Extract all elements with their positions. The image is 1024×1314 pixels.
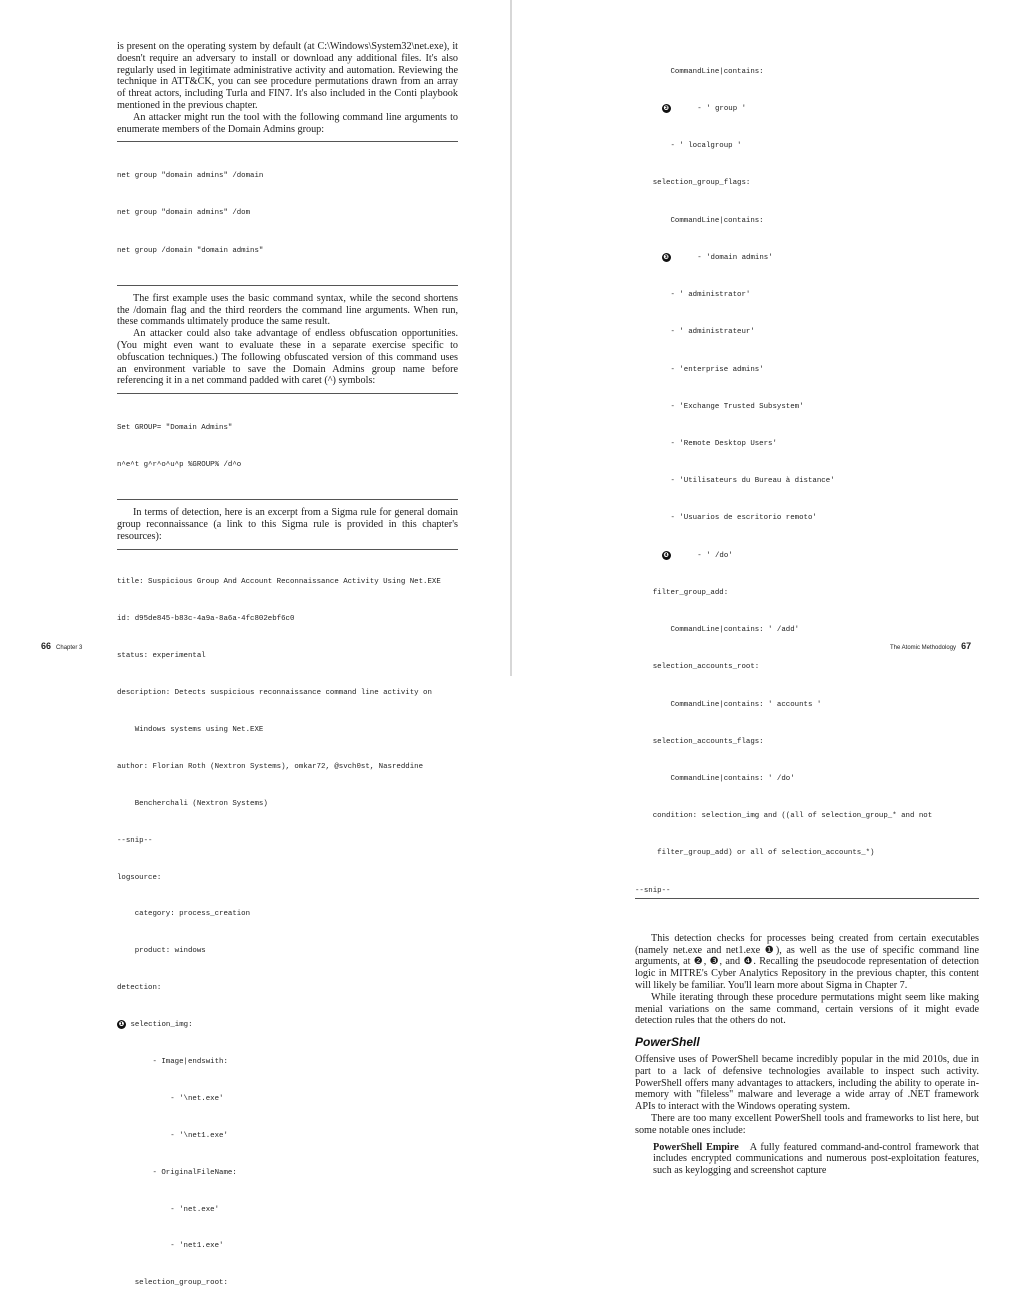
left-page [0,0,511,1288]
code-text: - 'domain admins' [670,253,773,262]
code-line: Windows systems using Net.EXE [117,726,264,735]
code-line: - '\net1.exe' [117,1131,228,1140]
paragraph: Offensive uses of PowerShell became incredibly popular in the mid 2010s, due in part to a lack of defensive technologies available to inspect such activity. PowerShell offers many advantages to attackers, including the ability to operate in-memory with "fileless" malware and leverage a wide array of .NET framework APIs to interact with the Windows operating system. [635,1054,979,1113]
code-line: --snip-- [117,836,153,845]
code-line: - 'Remote Desktop Users' [635,440,777,448]
code-line: Set GROUP= "Domain Admins" [117,424,233,433]
code-line: id: d95de845-b83c-4a9a-8a6a-4fc802ebf6c0 [117,615,295,624]
code-line: logsource: [117,873,162,882]
code-line [635,550,979,562]
code-line: description: Detects suspicious reconnaissance command line activity on [117,689,432,698]
callout-1-icon: ❶ [118,1020,125,1029]
right-column [635,41,979,1177]
paragraph: The first example uses the basic command syntax, while the second shortens the /domain flag and the third reorders the command line arguments. When run, these commands ultimately produce the same result. [117,292,458,328]
sigma-rule-code [117,549,458,1314]
paragraph: There are too many excellent PowerShell tools and frameworks to list here, but some notable ones include: [635,1113,979,1136]
callout-2-icon: ❷ [663,104,669,113]
paragraph: An attacker could also take advantage of endless obfuscation opportunities. (You might even want to evaluate these in a separate exercise specific to obfuscation techniques.) The following obfuscated version of this command uses an environment variable to save the Domain Admins group name before referencing it in a net command padded with caret (^) symbols: [117,328,458,387]
code-line: - 'net.exe' [117,1205,220,1214]
code-line: - 'net1.exe' [117,1242,224,1251]
code-line: - '\net.exe' [117,1094,224,1103]
code-block [117,141,458,285]
chapter-label: Chapter 3 [56,645,83,651]
running-head: The Atomic Methodology [890,645,957,651]
code-line: net group "domain admins" /domain [117,172,264,181]
code-line: - ' localgroup ' [635,142,742,151]
paragraph: This detection checks for processes being created from certain executables (namely net.exe and net1.exe ❶), as well as the use of specific command line arguments, at ❷, ❸, and ❹. Recalling the pseudocode representation of detection logic in MITRE's Cyber Analytics Repository in the previous chapter, this content will likely be familiar. You'll learn more about Sigma in Chapter 7. [635,932,979,992]
code-block [117,393,458,500]
code-line: CommandLine|contains: ' /do' [635,774,795,783]
left-column [117,41,458,1314]
code-text: - ' group ' [670,105,747,114]
code-line: n^e^t g^r^o^u^p %GROUP% /d^o [117,461,242,470]
paragraph: In terms of detection, here is an excerpt from a Sigma rule for general domain group reconnaissance (a link to this Sigma rule is provided in this chapter's resources): [117,507,458,543]
paragraph: is present on the operating system by default (at C:\Windows\System32\net.exe), it doesn't require an adversary to install or download any additional files. It's also regularly used in legitimate administrative activity and automation. Reviewing the technique in ATT&CK, you can see procedure permutations drawn from an array of threat actors, including Turla and FIN7. It's also included in the Conti playbook mentioned in the previous chapter. [117,41,458,111]
code-line: --snip-- [635,885,979,899]
code-line: detection: [117,984,162,993]
code-line: category: process_creation [117,910,251,919]
code-line: title: Suspicious Group And Account Reconnaissance Activity Using Net.EXE [117,578,441,587]
code-line: CommandLine|contains: [635,216,764,225]
definition-term: PowerShell Empire [653,1141,739,1153]
code-line: net group "domain admins" /dom [117,209,251,218]
paragraph: An attacker might run the tool with the following command line arguments to enumerate members of the Domain Admins group: [117,111,458,135]
code-line: selection_group_root: [117,1279,228,1288]
code-line: - 'Usuarios de escritorio remoto' [635,514,817,523]
code-line: - ' administrator' [635,291,751,300]
page-number: 67 [961,641,972,651]
page-number: 66 [41,641,52,651]
code-line: - 'enterprise admins' [635,365,764,374]
code-line [635,252,979,264]
definition-description: A fully featured command-and-control framework that includes encrypted communications and numerous post-exploitation features, such as keylogging and screenshot capture [653,1141,979,1177]
paragraph: While iterating through these procedure permutations might seem like making menial variations on the same command, certain versions of it might evade detection rules that the others do not. [635,991,979,1027]
code-line: selection_group_flags: [635,179,751,188]
code-line: - 'Exchange Trusted Subsystem' [635,402,804,411]
callout-3-icon: ❸ [663,252,669,261]
code-line: CommandLine|contains: ' /add' [635,626,800,635]
code-line: filter_group_add: [635,588,729,597]
code-line: selection_accounts_root: [635,663,760,672]
code-line: product: windows [117,947,206,956]
code-line: Bencherchali (Nextron Systems) [117,799,268,808]
code-line: - ' administrateur' [635,328,755,337]
code-line: - OriginalFileName: [117,1168,237,1177]
code-line: author: Florian Roth (Nextron Systems), omkar72, @svch0st, Nasreddine [117,762,424,771]
code-text: selection_img: [130,1021,193,1030]
code-line: filter_group_add) or all of selection_accounts_*) [635,849,875,858]
code-line [635,103,979,115]
callout-4-icon: ❹ [663,550,669,559]
right-footer [890,641,971,651]
definition-item [635,1142,979,1177]
code-line: - 'Utilisateurs du Bureau à distance' [635,477,835,486]
code-line: status: experimental [117,652,206,661]
code-line: condition: selection_img and ((all of selection_group_* and not [635,812,933,821]
code-line [117,1019,458,1031]
code-line: CommandLine|contains: ' accounts ' [635,700,822,709]
code-line: - Image|endswith: [117,1058,228,1067]
code-line: CommandLine|contains: [635,67,764,76]
section-heading: PowerShell [635,1035,700,1050]
code-line: net group /domain "domain admins" [117,246,264,255]
left-footer [41,641,82,651]
sigma-rule-code-continued [635,41,979,924]
code-line: selection_accounts_flags: [635,737,764,746]
code-text: - ' /do' [670,551,733,560]
